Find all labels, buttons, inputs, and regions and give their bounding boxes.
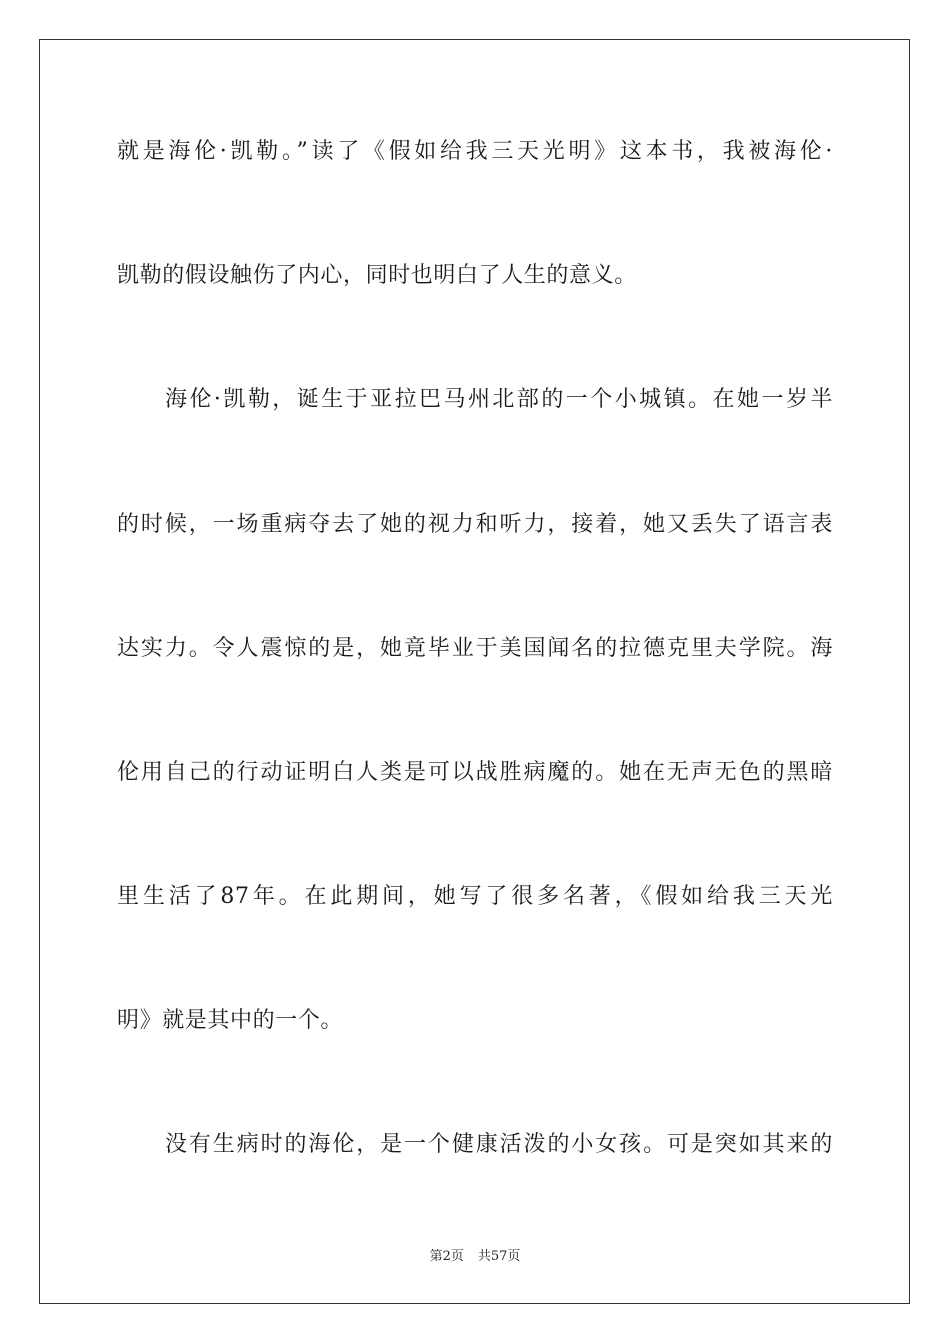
text-line-4: 的时候，一场重病夺去了她的视力和听力，接着，她又丢失了语言表	[117, 512, 833, 537]
text-line-7: 里生活了87年。在此期间，她写了很多名著，《假如给我三天光	[117, 884, 833, 909]
text-line-5: 达实力。令人震惊的是，她竟毕业于美国闻名的拉德克里夫学院。海	[117, 636, 833, 661]
text-line-3: 海伦·凯勒，诞生于亚拉巴马州北部的一个小城镇。在她一岁半	[165, 387, 833, 412]
text-line-8: 明》就是其中的一个。	[117, 1008, 344, 1033]
text-line-6: 伦用自己的行动证明白人类是可以战胜病魔的。她在无声无色的黑暗	[117, 760, 833, 785]
page-footer	[0, 1248, 950, 1266]
text-line-2: 凯勒的假设触伤了内心，同时也明白了人生的意义。	[117, 263, 637, 288]
page-total: 共57页	[477, 1249, 521, 1264]
text-line-9: 没有生病时的海伦，是一个健康活泼的小女孩。可是突如其来的	[165, 1132, 833, 1157]
page-number: 第2页	[429, 1249, 464, 1264]
page-border	[39, 39, 910, 1304]
text-line-1: 就是海伦·凯勒。”读了《假如给我三天光明》这本书，我被海伦·	[117, 139, 833, 164]
